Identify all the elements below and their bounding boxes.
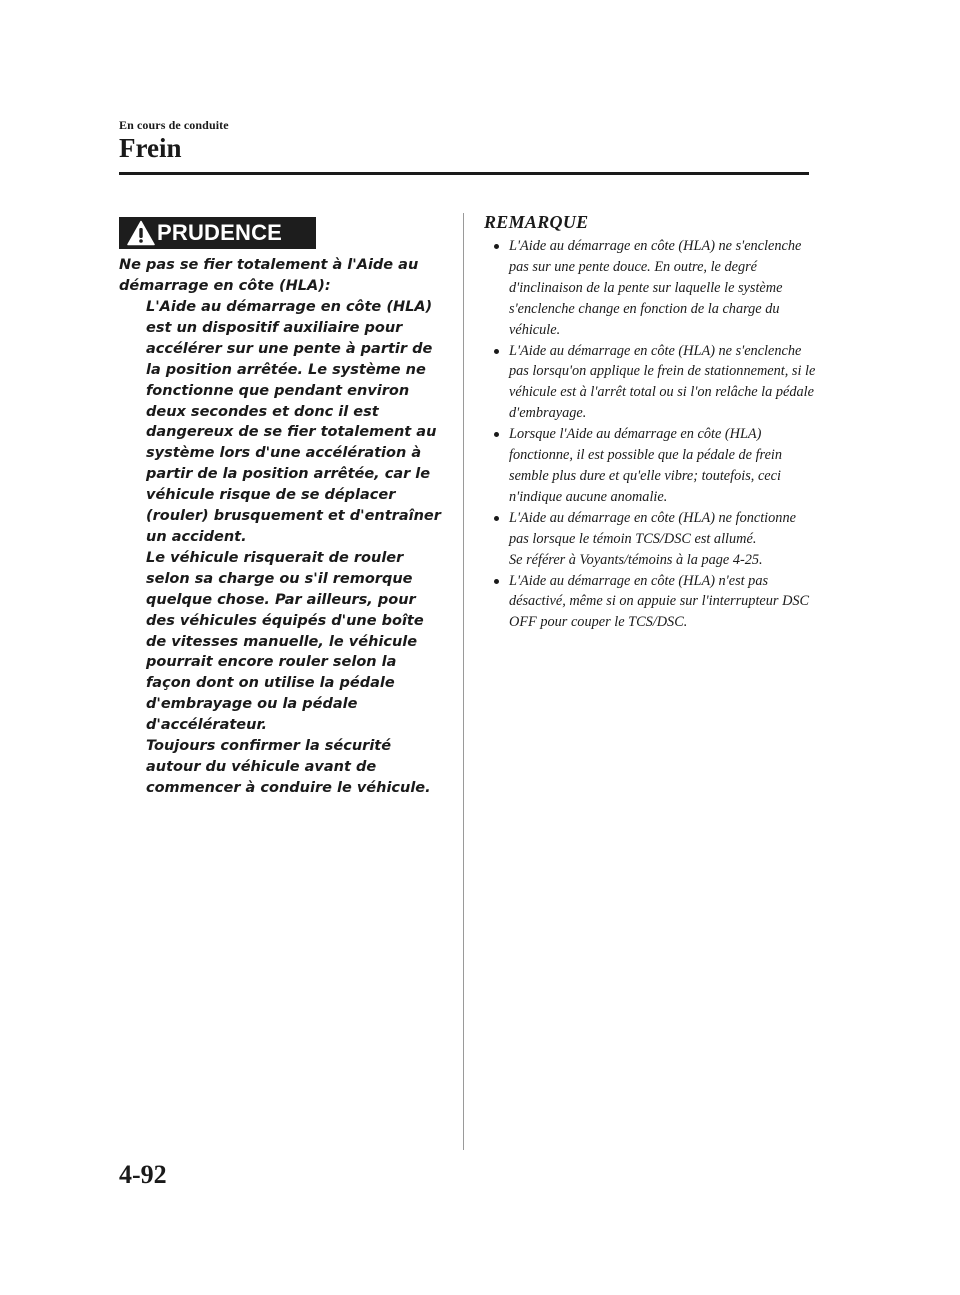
bullet-icon: [494, 579, 499, 584]
bullet-icon: [494, 349, 499, 354]
note-text: L'Aide au démarrage en côte (HLA) ne s'enclenche pas lorsqu'on applique le frein de stationnement, si le véhicule est à l'arrêt total ou si l'on relâche la pédale d'embrayage.: [509, 342, 816, 422]
section-label: En cours de conduite: [119, 118, 229, 132]
list-item: [494, 236, 819, 341]
note-text: Lorsque l'Aide au démarrage en côte (HLA) fonctionne, il est possible que la pédale de frein semble plus dure et qu'elle vibre; toutefois, ceci n'indique aucune anomalie.: [509, 426, 783, 505]
note-text: L'Aide au démarrage en côte (HLA) ne fonctionne pas lorsque le témoin TCS/DSC est allumé.: [509, 509, 796, 547]
list-item: [494, 341, 819, 425]
bullet-icon: [494, 516, 499, 521]
bullet-icon: [494, 432, 499, 437]
warning-triangle-icon: [127, 220, 155, 246]
notes-title: REMARQUE: [484, 212, 589, 232]
note-text: L'Aide au démarrage en côte (HLA) ne s'enclenche pas sur une pente douce. En outre, le degré d'inclinaison de la pente sur laquelle le système s'enclenche change en fonction de la charge du véhicule.: [509, 238, 802, 338]
caution-paragraph: Le véhicule risquerait de rouler selon sa charge ou s'il remorque quelque chose. Par ailleurs, pour des véhicules équipés d'une boîte de vitesses manuelle, le véhicule pourrait encore rouler selon la façon dont on utilise la pédale d'embrayage ou la pédale d'accélérateur.: [146, 549, 424, 734]
caution-heading: Ne pas se fier totalement à l'Aide au démarrage en côte (HLA):: [119, 257, 419, 294]
bullet-icon: [494, 244, 499, 249]
page-title: Frein: [119, 133, 182, 163]
column-divider: [463, 213, 464, 1150]
caution-paragraph: Toujours confirmer la sécurité autour du véhicule avant de commencer à conduire le véhicule.: [146, 738, 431, 796]
list-item: [494, 508, 819, 571]
caution-body: [146, 297, 446, 799]
caution-paragraph: L'Aide au démarrage en côte (HLA) est un dispositif auxiliaire pour accélérer sur une pente à partir de la position arrêtée. Le système ne fonctionne que pendant environ deux secondes et donc il est dangereux de se fier totalement au système lors d'une accélération à partir de la position arrêtée, car le véhicule risque de se déplacer (rouler) brusquement et d'entraîner un accident.: [146, 299, 441, 545]
caution-banner: [119, 217, 316, 249]
list-item: [494, 571, 819, 634]
title-divider: [119, 172, 809, 175]
note-cross-reference: Se référer à Voyants/témoins à la page 4-25.: [509, 551, 763, 568]
list-item: [494, 424, 819, 508]
caution-banner-label: PRUDENCE: [157, 220, 283, 245]
notes-list: [494, 236, 819, 633]
note-text: L'Aide au démarrage en côte (HLA) n'est pas désactivé, même si on appuie sur l'interrupteur DSC OFF pour couper le TCS/DSC.: [509, 572, 810, 631]
page-number: 4-92: [119, 1160, 167, 1189]
